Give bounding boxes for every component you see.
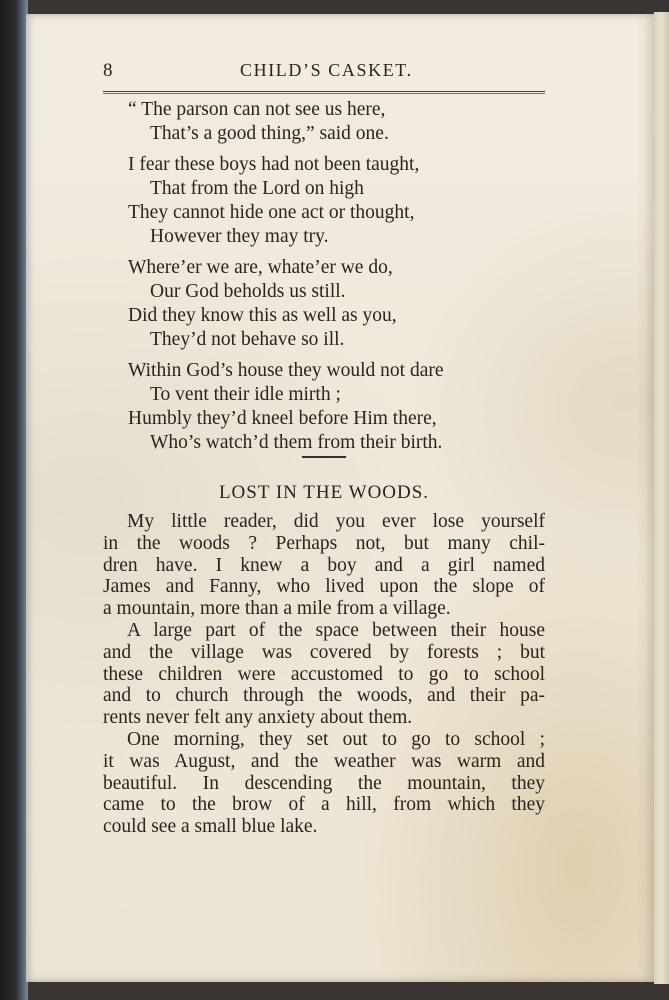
poem-line: I fear these boys had not been taught,: [128, 154, 420, 175]
poem-line: They cannot hide one act or thought,: [128, 202, 415, 223]
poem-stanza: [128, 98, 528, 146]
poem-line: Our God beholds us still.: [150, 281, 346, 302]
page-number: 8: [103, 60, 113, 81]
text-line: a mountain, more than a mile from a village.: [103, 598, 451, 620]
text-line: it was August, and the weather was warm and: [103, 750, 545, 772]
text-line: dren have. I knew a boy and a girl named: [103, 554, 545, 576]
section-title: LOST IN THE WOODS.: [218, 482, 430, 503]
poem-line: That’s a good thing,” said one.: [150, 123, 389, 144]
text-line: James and Fanny, who lived upon the slope of: [103, 576, 545, 598]
book-spine-edge: [0, 0, 28, 1000]
text-line: in the woods ? Perhaps not, but many chil-: [103, 532, 545, 554]
running-title: CHILD’S CASKET.: [240, 60, 413, 80]
poem-line: Where’er we are, whate’er we do,: [128, 257, 393, 278]
text-line: these children were accustomed to go to school: [103, 663, 545, 685]
text-line: could see a small blue lake.: [103, 816, 318, 838]
poem-line: That from the Lord on high: [150, 178, 364, 199]
next-page-edge: [654, 12, 669, 984]
paragraph: [103, 511, 545, 620]
text-line: and to church through the woods, and their pa-: [103, 685, 545, 707]
poem: [128, 98, 528, 462]
story-text: [103, 511, 545, 838]
poem-stanza: [128, 359, 528, 455]
poem-line: To vent their idle mirth ;: [150, 384, 341, 405]
text-line: One morning, they set out to go to school ;: [127, 728, 545, 750]
poem-line: “ The parson can not see us here,: [128, 99, 386, 120]
poem-line: Within God’s house they would not dare: [128, 360, 444, 381]
poem-stanza: [128, 153, 528, 249]
text-line: beautiful. In descending the mountain, they: [103, 772, 545, 794]
page-header: [103, 60, 545, 90]
paragraph: [103, 620, 545, 729]
text-line: My little reader, did you ever lose yourself: [127, 511, 545, 532]
text-line: and the village was covered by forests ; but: [103, 641, 545, 663]
text-line: came to the brow of a hill, from which they: [103, 794, 545, 816]
text-line: A large part of the space between their house: [127, 619, 545, 641]
text-line: rents never felt any anxiety about them.: [103, 707, 413, 729]
paragraph: [103, 729, 545, 838]
poem-line: Who’s watch’d them from their birth.: [150, 432, 443, 453]
poem-line: Humbly they’d kneel before Him there,: [128, 408, 437, 429]
poem-line: They’d not behave so ill.: [150, 329, 345, 350]
poem-stanza: [128, 256, 528, 352]
section-divider: [302, 456, 346, 458]
poem-line: However they may try.: [150, 226, 329, 247]
poem-line: Did they know this as well as you,: [128, 305, 397, 326]
header-rule: [103, 91, 545, 94]
